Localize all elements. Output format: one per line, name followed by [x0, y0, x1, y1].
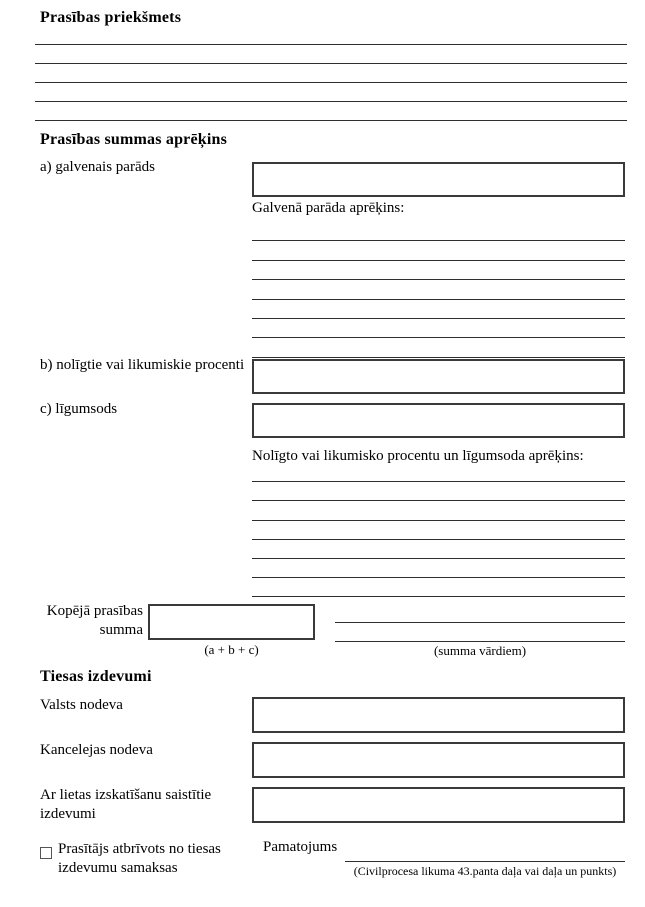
blank-writing-line[interactable] — [252, 300, 625, 319]
main-debt-label: a) galvenais parāds — [40, 159, 155, 175]
contract-penalty-label: c) līgumsods — [40, 401, 118, 417]
blank-writing-line[interactable] — [35, 102, 627, 121]
blank-writing-line[interactable] — [35, 64, 627, 83]
case-costs-label: Ar lietas izskatīšanu saistītie izdevumi — [40, 787, 212, 822]
basis-label: Pamatojums — [263, 839, 338, 855]
court-expenses-heading: Tiesas izdevumi — [40, 668, 152, 685]
blank-writing-line[interactable] — [252, 261, 625, 280]
blank-writing-line[interactable] — [252, 463, 625, 482]
blank-writing-line[interactable] — [335, 604, 625, 623]
interest-field[interactable] — [252, 359, 625, 394]
state-fee-label: Valsts nodeva — [40, 697, 123, 713]
total-formula-caption: (a + b + c) — [204, 642, 259, 657]
claim-calc-heading: Prasības summas aprēķins — [40, 131, 228, 148]
blank-writing-line[interactable] — [252, 540, 625, 559]
blank-writing-line[interactable] — [335, 623, 625, 642]
blank-writing-line[interactable] — [252, 241, 625, 260]
blank-writing-line[interactable] — [35, 45, 627, 64]
basis-caption: (Civilprocesa likuma 43.panta daļa vai daļa un punkts) — [353, 864, 617, 878]
basis-line — [345, 843, 625, 862]
blank-writing-line[interactable] — [345, 843, 625, 862]
blank-writing-line[interactable] — [35, 26, 627, 45]
total-claim-field[interactable] — [148, 604, 315, 640]
main-debt-field[interactable] — [252, 162, 625, 197]
main-debt-calc-lines — [252, 222, 625, 358]
total-words-caption: (summa vārdiem) — [433, 643, 527, 658]
blank-writing-line[interactable] — [252, 578, 625, 597]
case-costs-field[interactable] — [252, 787, 625, 823]
blank-writing-line[interactable] — [252, 338, 625, 357]
exemption-checkbox[interactable] — [40, 847, 52, 859]
subject-heading: Prasības priekšmets — [40, 9, 182, 26]
interest-calc-lines — [252, 463, 625, 597]
total-words-lines — [335, 604, 625, 642]
blank-writing-line[interactable] — [252, 222, 625, 241]
subject-writing-lines — [35, 26, 627, 121]
interest-label: b) nolīgtie vai likumiskie procenti — [40, 357, 245, 373]
exemption-checkbox-label: Prasītājs atbrīvots no tiesas izdevumu samaksas — [58, 841, 221, 876]
chancellery-fee-field[interactable] — [252, 742, 625, 778]
state-fee-field[interactable] — [252, 697, 625, 733]
total-claim-label: Kopējā prasības summa — [46, 603, 143, 638]
blank-writing-line[interactable] — [252, 521, 625, 540]
blank-writing-line[interactable] — [252, 319, 625, 338]
blank-writing-line[interactable] — [252, 559, 625, 578]
blank-writing-line[interactable] — [35, 83, 627, 102]
blank-writing-line[interactable] — [252, 280, 625, 299]
main-debt-calc-label: Galvenā parāda aprēķins: — [252, 200, 405, 216]
chancellery-fee-label: Kancelejas nodeva — [40, 742, 153, 758]
blank-writing-line[interactable] — [252, 501, 625, 520]
interest-calc-label: Nolīgto vai likumisko procentu un līgumsoda aprēķins: — [252, 448, 584, 464]
blank-writing-line[interactable] — [252, 482, 625, 501]
contract-penalty-field[interactable] — [252, 403, 625, 438]
